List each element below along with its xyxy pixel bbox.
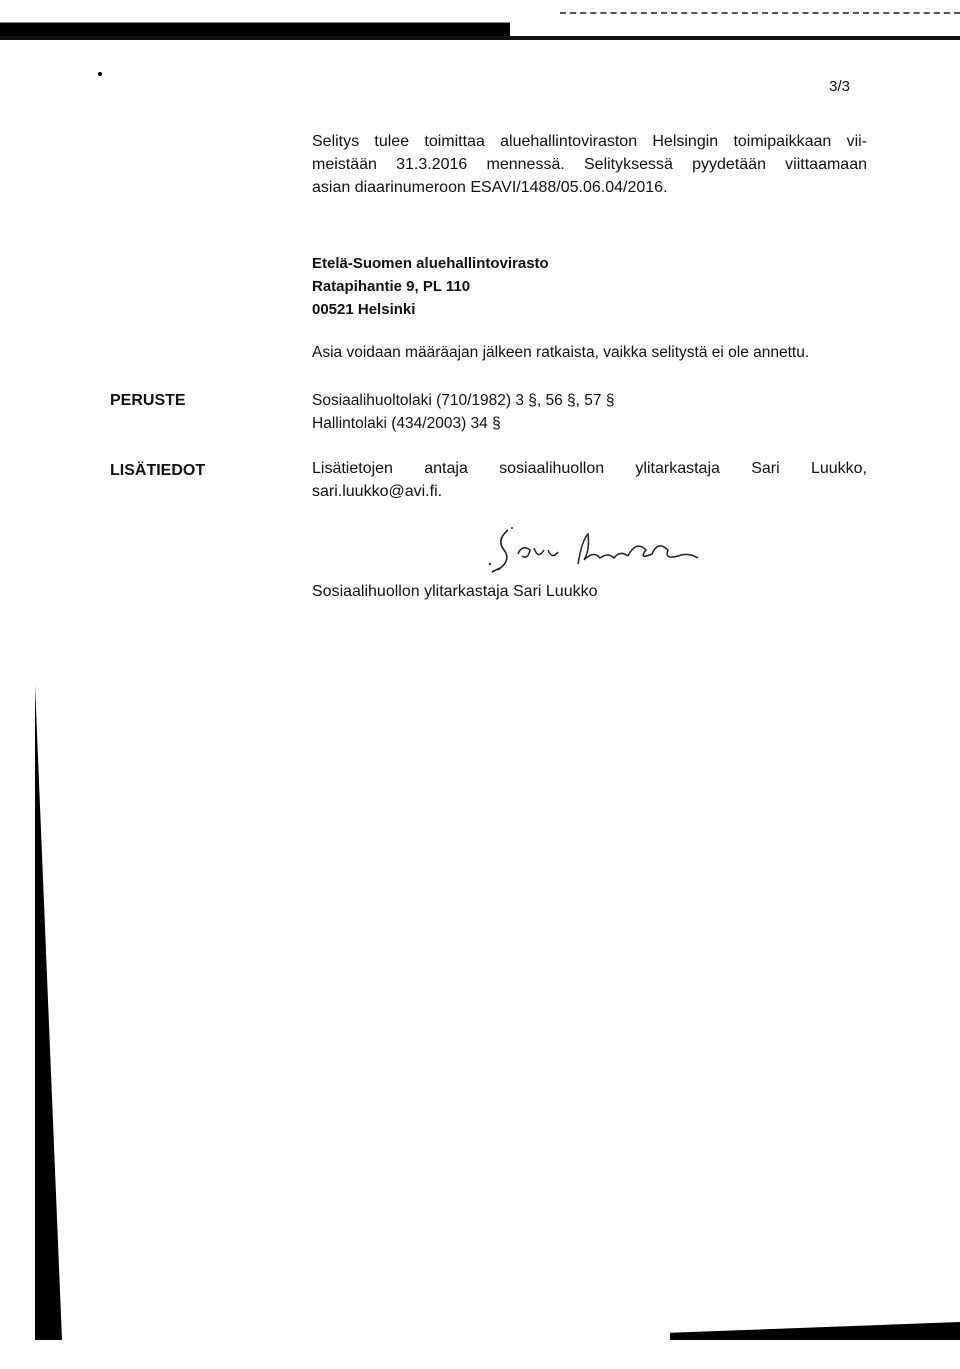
peruste-line-2: Hallintolaki (434/2003) 34 § [312,415,501,432]
lisatiedot-label: LISÄTIEDOT [110,462,206,479]
intro-paragraph [312,130,867,199]
scan-artifact-top-line [0,36,960,40]
handwritten-signature [478,520,728,580]
intro-line-3: asian diaarinumeroon ESAVI/1488/05.06.04/2016. [312,179,668,196]
scan-artifact-top-dashes [560,12,960,20]
address-city: 00521 Helsinki [312,301,416,318]
scan-artifact-left-edge [28,680,62,1340]
scan-speck [98,72,102,76]
note-text: Asia voidaan määräajan jälkeen ratkaista, vaikka selitystä ei ole annettu. [312,344,810,361]
lisatiedot-line-1: Lisätietojen antaja sosiaalihuollon ylitarkastaja Sari Luukko, [312,460,867,477]
scan-artifact-bottom-edge [670,1322,960,1340]
peruste-text [312,389,867,435]
signature-title: Sosiaalihuollon ylitarkastaja Sari Luukko [312,583,598,600]
address-block [312,252,867,321]
intro-line-2: meistään 31.3.2016 mennessä. Selityksessä pyydetään viittaamaan [312,156,867,173]
intro-line-1: Selitys tulee toimittaa aluehallintoviraston Helsingin toimipaikkaan vii- [312,133,867,150]
address-name: Etelä-Suomen aluehallintovirasto [312,255,549,272]
peruste-label: PERUSTE [110,392,186,409]
lisatiedot-text [312,457,867,503]
address-street: Ratapihantie 9, PL 110 [312,278,471,295]
peruste-line-1: Sosiaalihuoltolaki (710/1982) 3 §, 56 §, 57 § [312,392,615,409]
lisatiedot-line-2: sari.luukko@avi.fi. [312,483,443,500]
page-number: 3/3 [829,78,850,95]
